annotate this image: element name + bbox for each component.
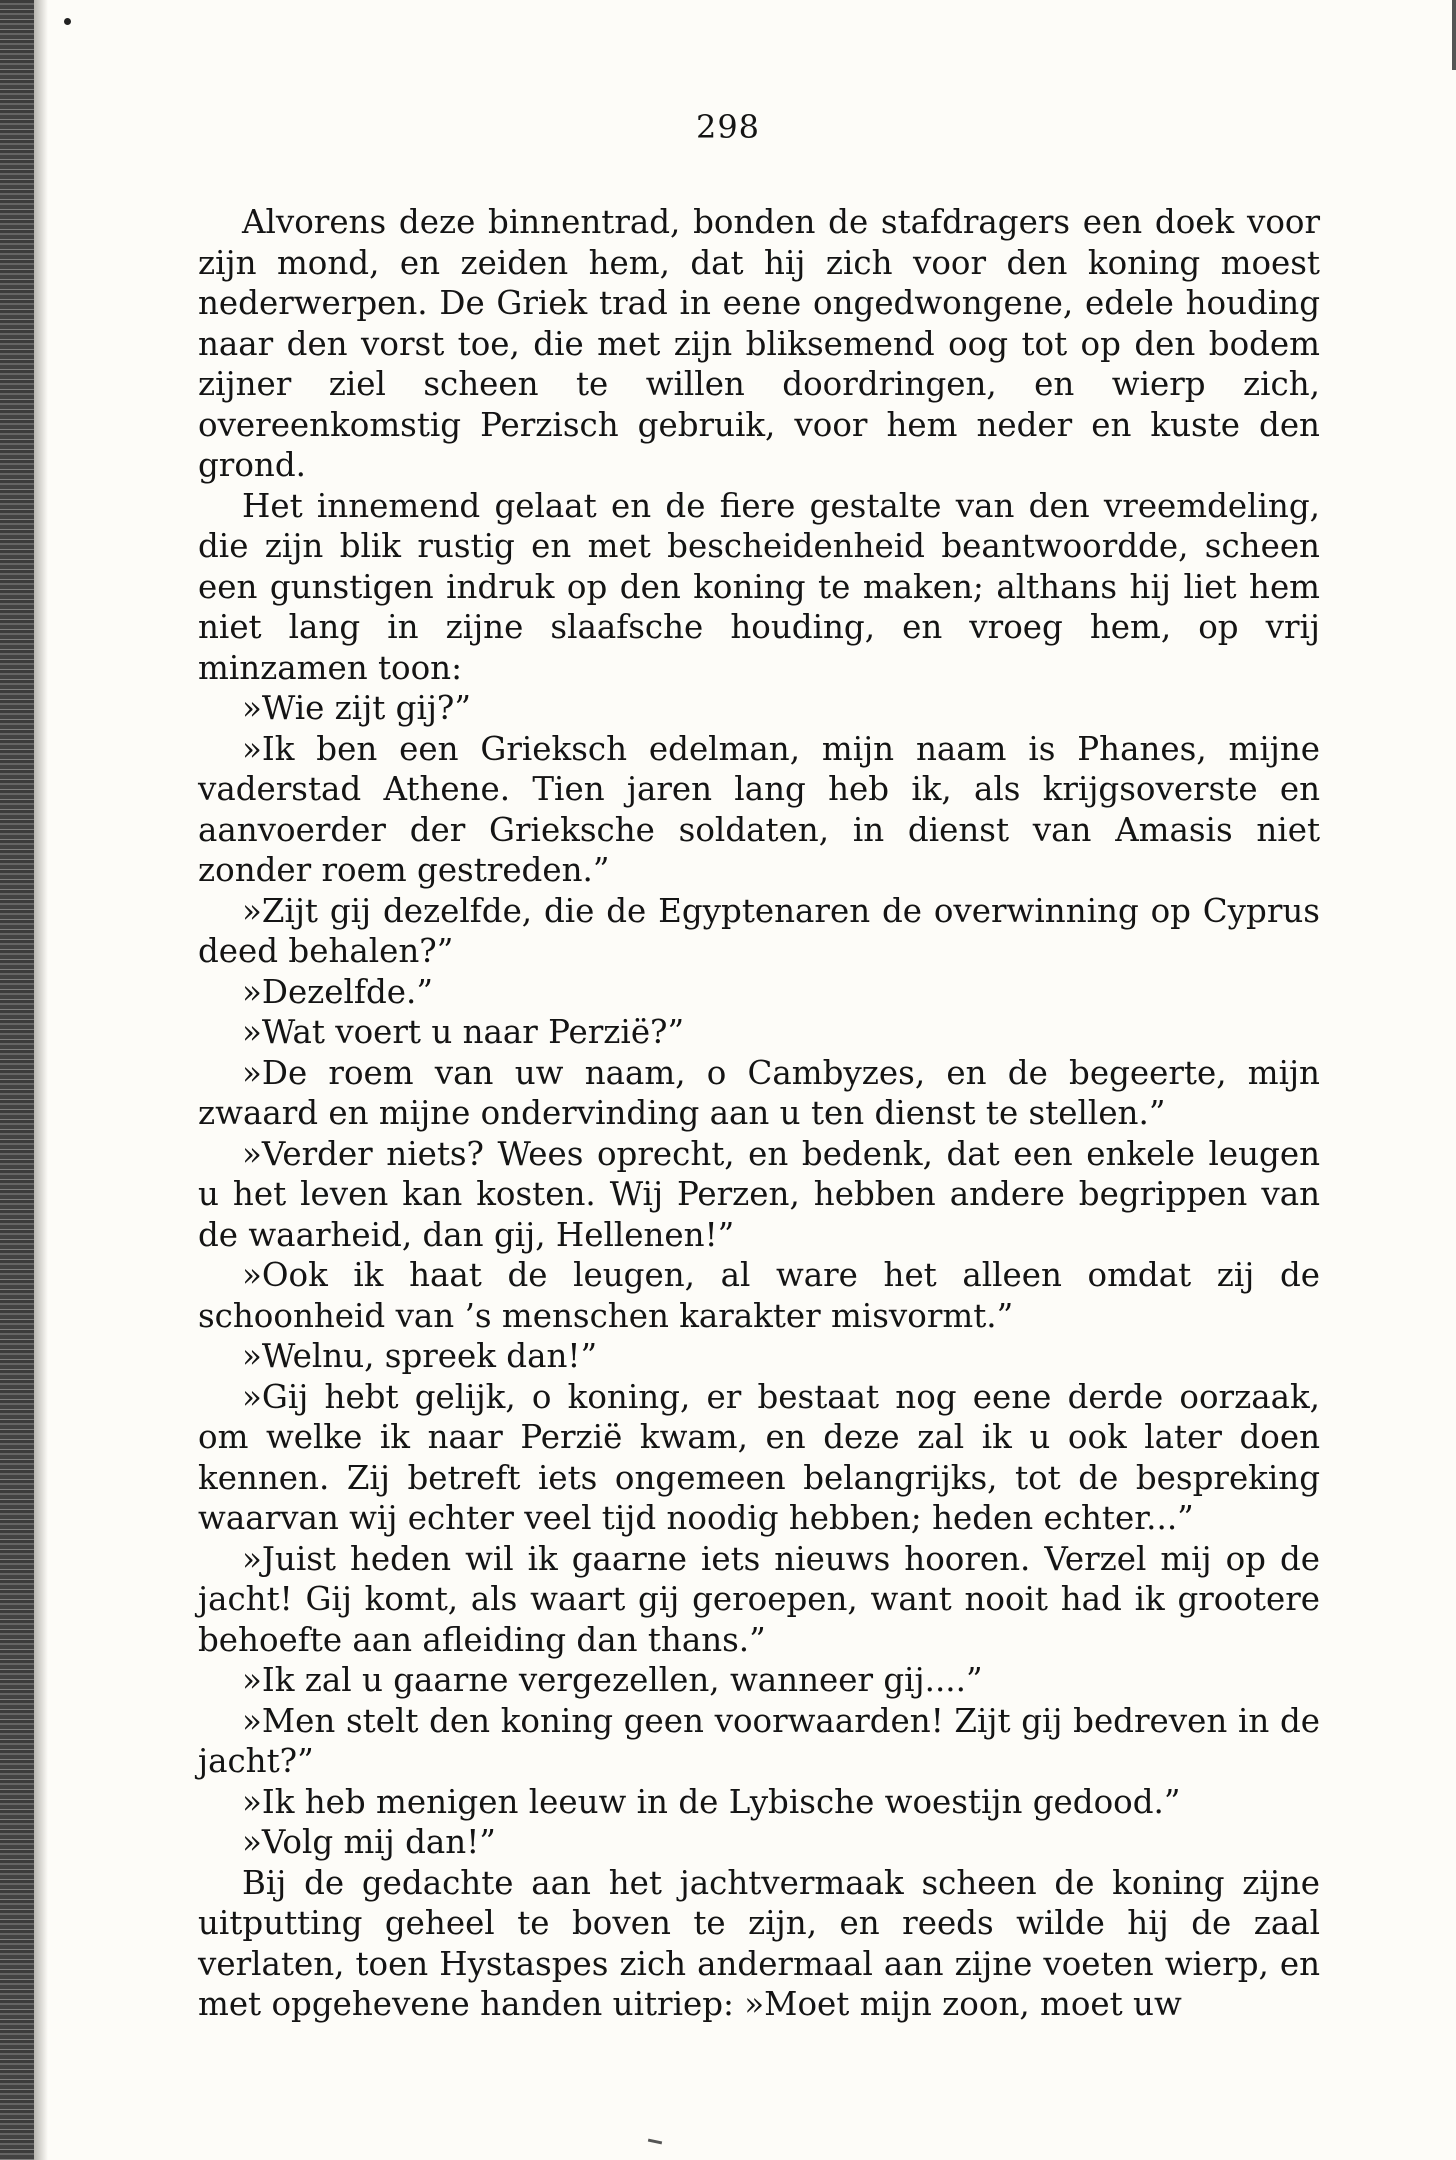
paragraph: »Verder niets? Wees oprecht, en bedenk, dat een enkele leugen u het leven kan kosten. Wij Perzen, hebben andere begrippen van de waarheid, dan gij, Hellenen!” xyxy=(198,1134,1320,1254)
paragraph: »Ook ik haat de leugen, al ware het alleen omdat zij de schoonheid van ’s menschen karakter misvormt.” xyxy=(198,1256,1320,1335)
paragraph: Bij de gedachte aan het jachtvermaak scheen de koning zijne uitputting geheel te boven te zijn, en reeds wilde hij de zaal verlaten, toen Hystaspes zich andermaal aan zijne voeten wierp, en met opgehevene handen uitriep: »Moet mijn zoon, moet uw xyxy=(198,1863,1320,2023)
paragraph: »Ik heb menigen leeuw in de Lybische woestijn gedood.” xyxy=(242,1782,1181,1821)
paragraph: »Juist heden wil ik gaarne iets nieuws hooren. Verzel mij op de jacht! Gij komt, als waart gij geroepen, want nooit had ik grootere behoefte aan afleiding dan thans.” xyxy=(198,1539,1320,1659)
paragraph: »Men stelt den koning geen voorwaarden! Zijt gij bedreven in de jacht?” xyxy=(198,1701,1320,1780)
paragraph: »Zijt gij dezelfde, die de Egyptenaren de overwinning op Cyprus deed behalen?” xyxy=(198,891,1320,970)
paragraph: »Welnu, spreek dan!” xyxy=(242,1337,598,1375)
book-binding-edge xyxy=(0,0,34,2160)
paragraph: »Wat voert u naar Perzië?” xyxy=(242,1013,685,1051)
stray-mark xyxy=(648,2139,662,2145)
paragraph: Het innemend gelaat en de fiere gestalte van den vreemdeling, die zijn blik rustig en met bescheidenheid beantwoordde, scheen een gunstigen indruk op den koning te maken; althans hij liet hem niet lang in zijne slaafsche houding, en vroeg hem, op vrij minzamen toon: xyxy=(198,486,1320,687)
ink-dot xyxy=(64,18,71,25)
body-text xyxy=(198,202,1320,2025)
page-edge-mark xyxy=(1452,0,1456,70)
paragraph: »De roem van uw naam, o Cambyzes, en de begeerte, mijn zwaard en mijne ondervinding aan u ten dienst te stellen.” xyxy=(198,1053,1320,1132)
paragraph: »Gij hebt gelijk, o koning, er bestaat nog eene derde oorzaak, om welke ik naar Perzië kwam, en deze zal ik u ook later doen kennen. Zij betreft iets ongemeen belangrijks, tot de bespreking waarvan wij echter veel tijd noodig hebben; heden echter...” xyxy=(198,1377,1320,1537)
paragraph: »Ik ben een Grieksch edelman, mijn naam is Phanes, mijne vaderstad Athene. Tien jaren lang heb ik, als krijgsoverste en aanvoerder der Grieksche soldaten, in dienst van Amasis niet zonder roem gestreden.” xyxy=(198,729,1320,889)
page-number: 298 xyxy=(695,108,761,146)
paragraph: Alvorens deze binnentrad, bonden de stafdragers een doek voor zijn mond, en zeiden hem, dat hij zich voor den koning moest nederwerpen. De Griek trad in eene ongedwongene, edele houding naar den vorst toe, die met zijn bliksemend oog tot op den bodem zijner ziel scheen te willen doordringen, en wierp zich, overeenkomstig Perzisch gebruik, voor hem neder en kuste den grond. xyxy=(198,203,1320,484)
gutter-shadow xyxy=(34,0,48,2160)
paragraph: »Dezelfde.” xyxy=(242,972,433,1011)
paragraph: »Ik zal u gaarne vergezellen, wanneer gij....” xyxy=(242,1661,983,1699)
paragraph: »Wie zijt gij?” xyxy=(242,689,471,727)
paragraph: »Volg mij dan!” xyxy=(242,1823,496,1861)
